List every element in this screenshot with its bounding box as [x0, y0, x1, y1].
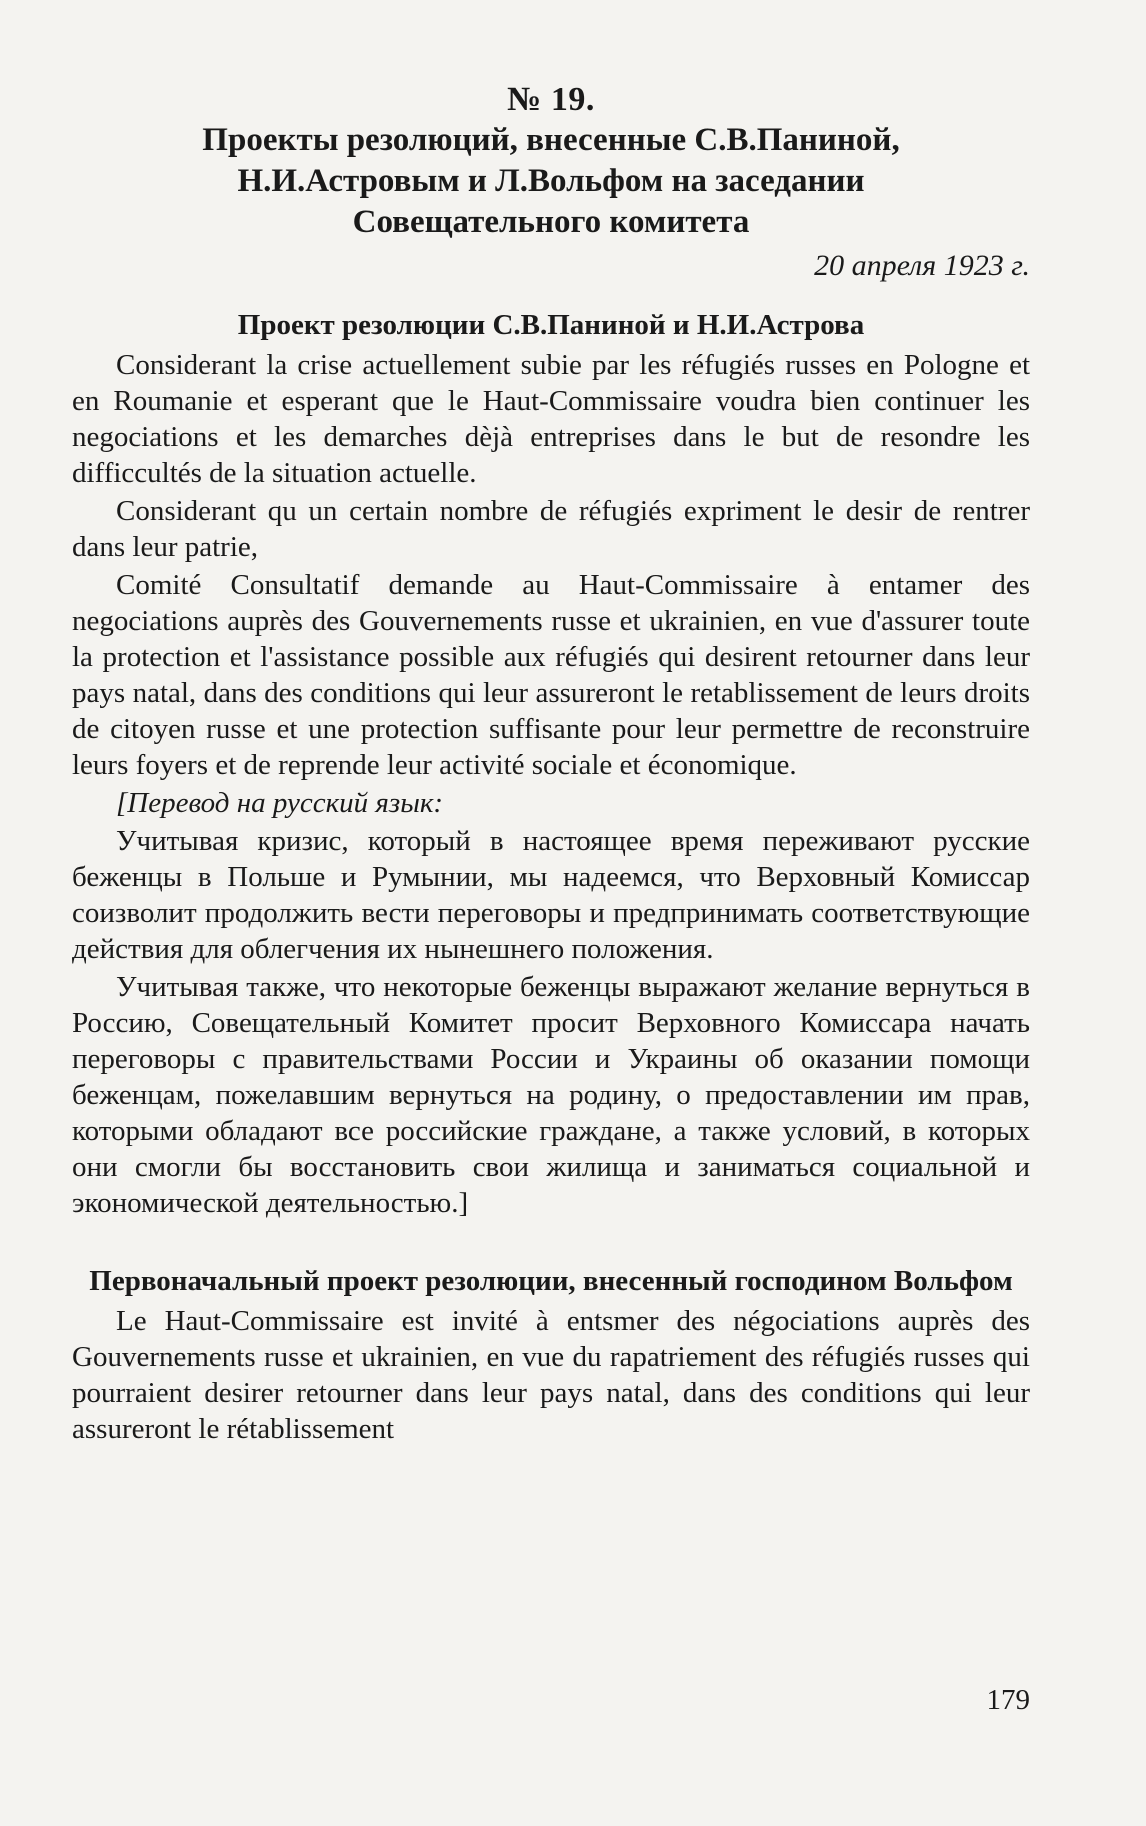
resolution-paragraph-french: Considerant la crise actuellement subie par les réfugiés russes en Pologne et en Roumanie et esperant que le Haut-Commissaire voudra bien continuer les negociations et les demarches dèjà entreprises dans le but de resondre les difficcultés de la situation actuelle. [72, 349, 1030, 489]
document-number: № 19. [507, 81, 595, 118]
resolution-paragraph-wolf: Le Haut-Commissaire est invité à entsmer des négociations auprès des Gouvernements russe et ukrainien, en vue du rapatriement des réfugiés russes qui pourraient desirer retourner dans leur pays natal, dans des conditions qui leur assureront le rétablissement [72, 1305, 1030, 1445]
document-title-line: Совещательного комитета [352, 204, 750, 240]
translation-paragraph-russian: Учитывая также, что некоторые беженцы выражают желание вернуться в Россию, Совещательный Комитет просит Верховного Комиссара начать переговоры с правительствами России и Украины об оказании помощи беженцам, пожелавшим вернуться на родину, о предоставлении им прав, которыми обладают все российские граждане, а также условий, в которых они смогли бы восстановить свои жилища и заниматься социальной и экономической деятельностью.] [72, 971, 1030, 1219]
translation-paragraph-russian: Учитывая кризис, который в настоящее время переживают русские беженцы в Польше и Румынии, мы надеемся, что Верховный Комиссар соизволит продолжить вести переговоры и предпринимать соответствующие действия для облегчения их нынешнего положения. [72, 825, 1030, 965]
page-number: 179 [986, 1684, 1030, 1716]
translation-label: [Перевод на русский язык: [116, 787, 444, 819]
section-heading-wolf: Первоначальный проект резолюции, внесенный господином Вольфом [89, 1265, 1013, 1297]
document-title-line: Н.И.Астровым и Л.Вольфом на заседании [237, 163, 865, 199]
document-title-line: Проекты резолюций, внесенные С.В.Паниной, [202, 122, 900, 158]
section-heading-panina-astrov: Проект резолюции С.В.Паниной и Н.И.Астрова [237, 309, 865, 341]
document-date: 20 апреля 1923 г. [814, 249, 1030, 282]
resolution-paragraph-french: Comité Consultatif demande au Haut-Commissaire à entamer des negociations auprès des Gouvernements russe et ukrainien, en vue d'assurer toute la protection et l'assistance possible aux réfugiés qui desirent retourner dans leur pays natal, dans des conditions qui leur assureront le retablissement de leurs droits de citoyen russe et une protection suffisante pour leur permettre de reconstruire leurs foyers et de reprende leur activité sociale et économique. [72, 569, 1030, 781]
resolution-paragraph-french: Considerant qu un certain nombre de réfugiés expriment le desir de rentrer dans leur patrie, [72, 495, 1030, 563]
document-title [72, 120, 1030, 243]
